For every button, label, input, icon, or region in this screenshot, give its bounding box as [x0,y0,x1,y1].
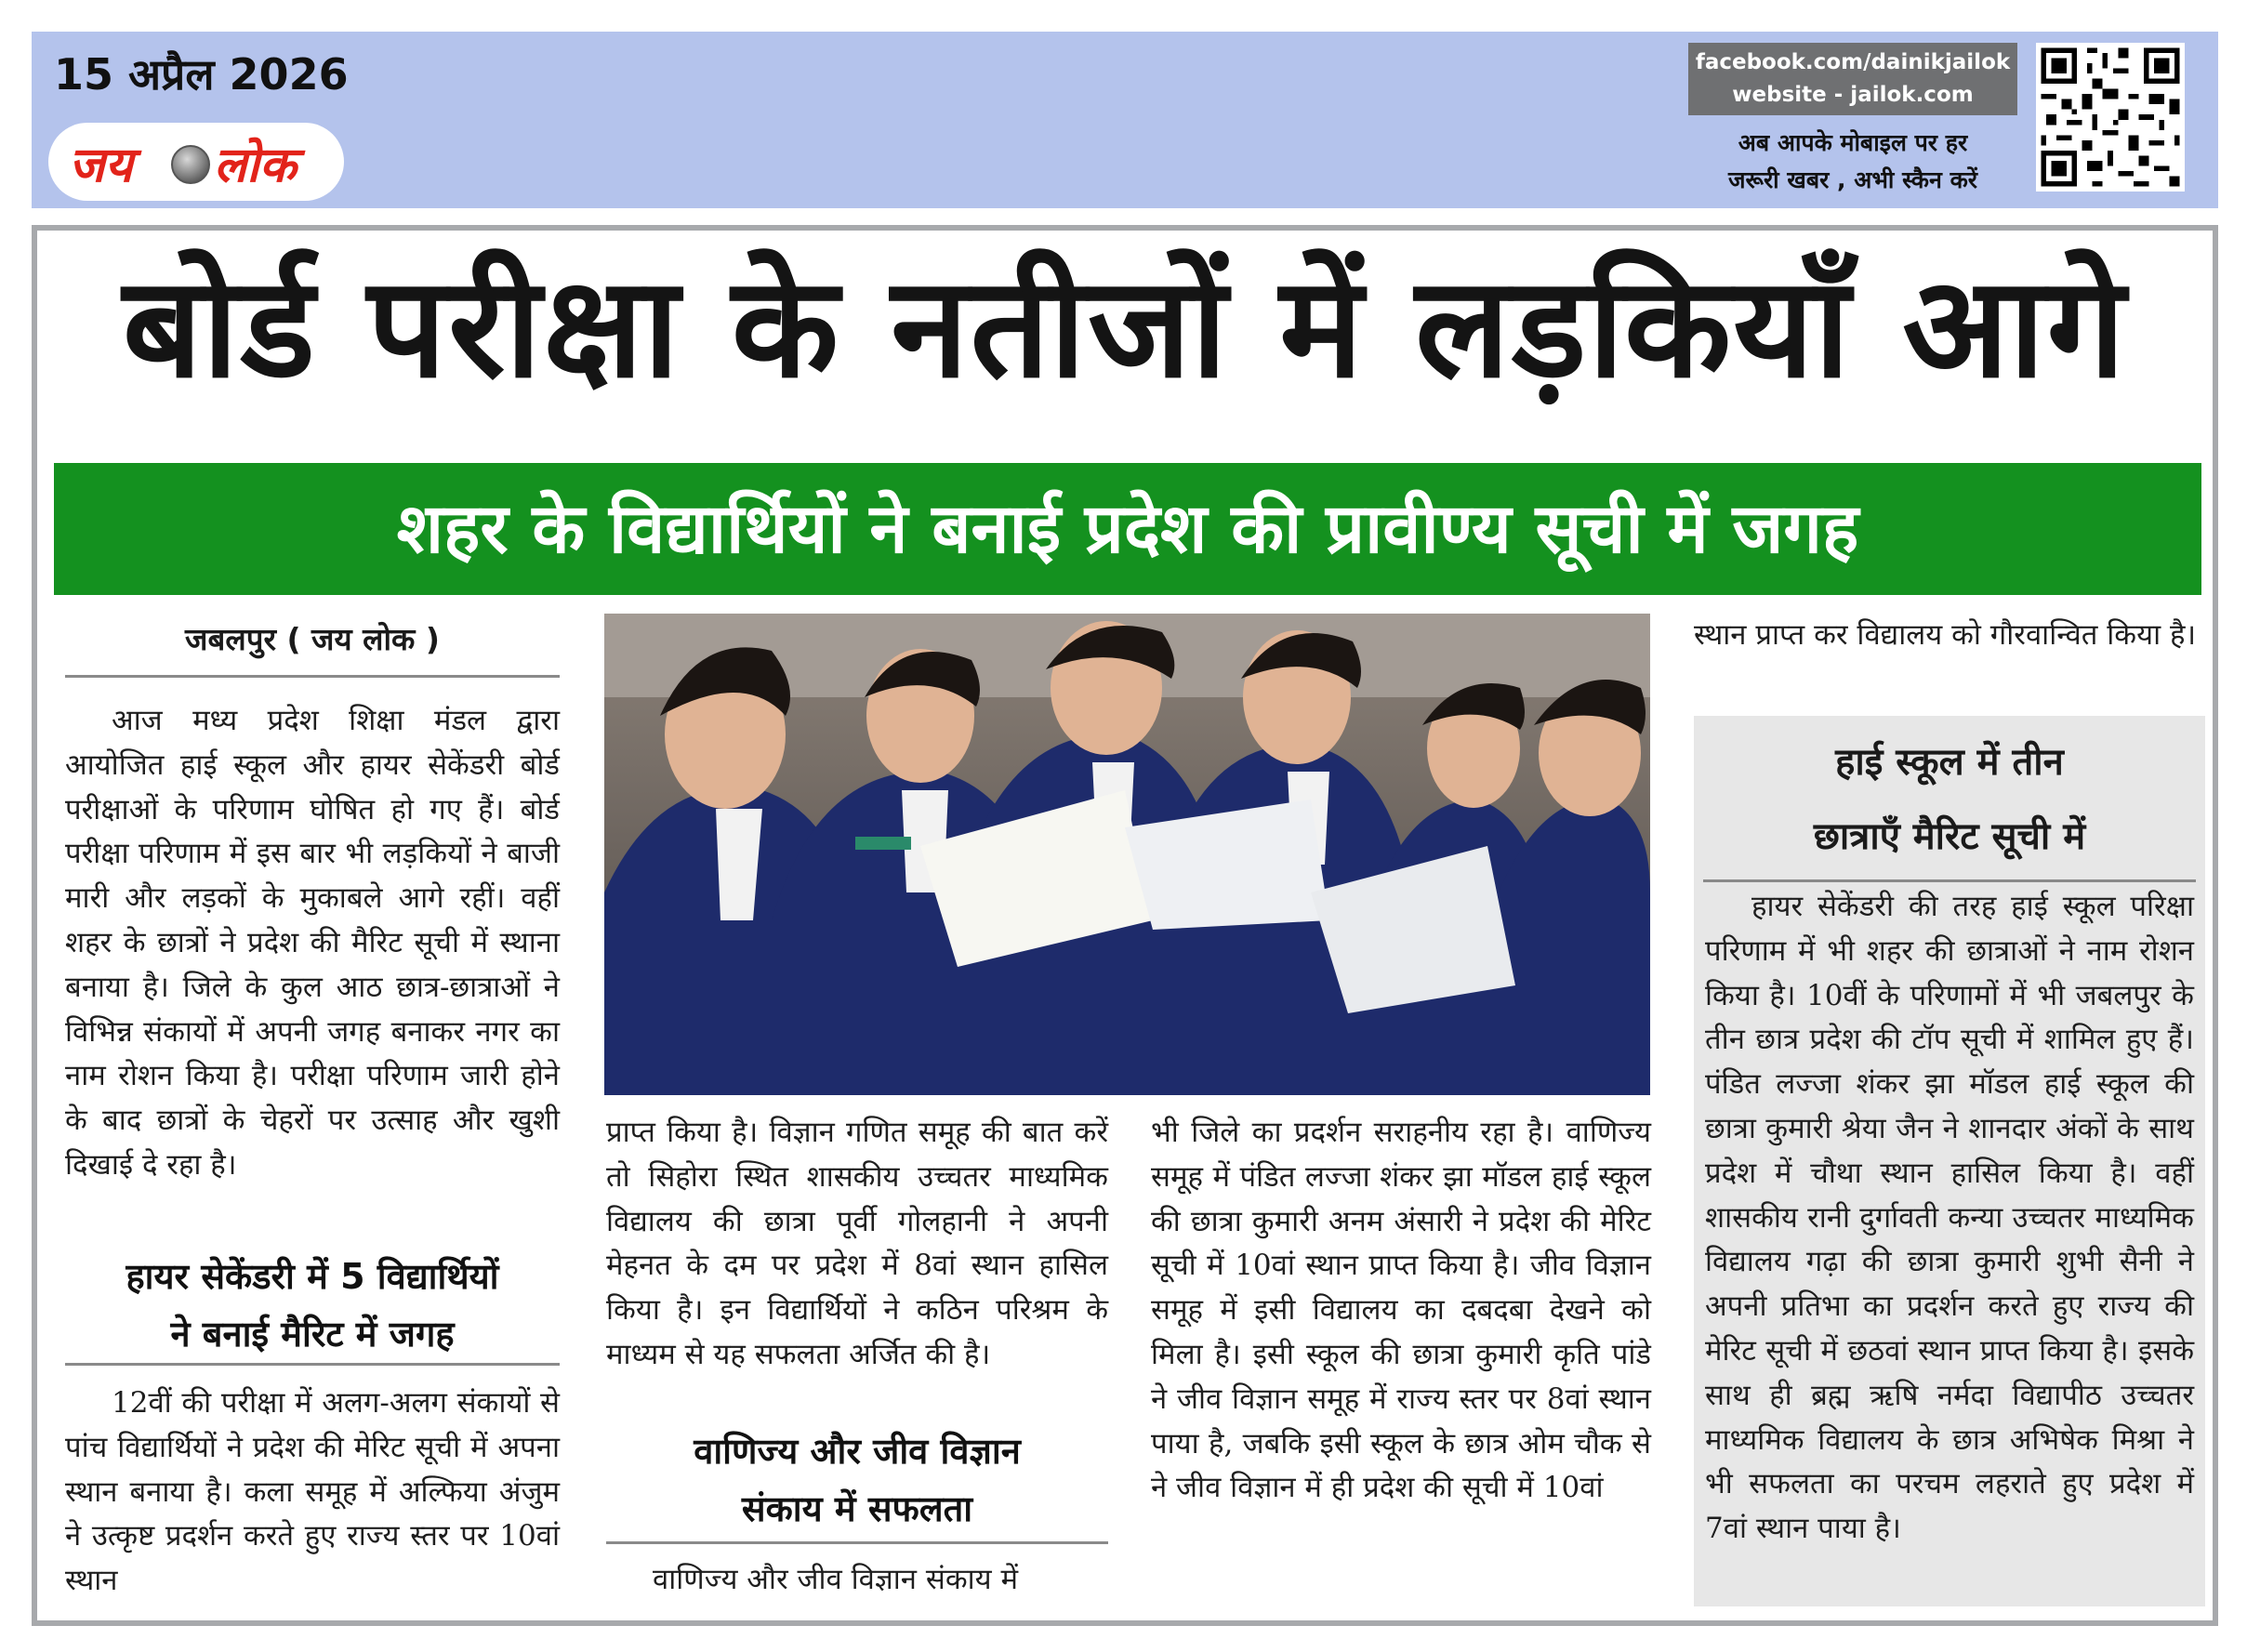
website-link[interactable]: website - jailok.com [1732,83,1974,107]
subhead-higher-secondary [65,1248,560,1366]
paragraph: वाणिज्य और जीव विज्ञान संकाय में [653,1563,1019,1596]
column-2-bottom [606,1558,1108,1603]
paragraph: आज मध्य प्रदेश शिक्षा मंडल द्वारा आयोजित हाई स्कूल और हायर सेकेंडरी बोर्ड परीक्षाओं के परिणाम घोषित हो गए हैं। बोर्ड परीक्षा परिणाम में इस बार भी लड़कियों ने बाजी मारी और लड़कों के मुकाबले आगे रहीं। वहीं शहर के छात्रों ने प्रदेश की मैरिट सूची में स्थाना बनाया है। जिले के कुल आठ छात्र-छात्राओं ने विभिन्न संकायों में अपनी जगह बनाकर नगर का नाम रोशन किया है। परीक्षा परिणाम जारी होने के बाद छात्रों के चेहरों पर उत्साह और खुशी दिखाई दे रहा है। [65,704,560,1182]
jailok-logo[interactable] [48,123,344,201]
paragraph: हायर सेकेंडरी की तरह हाई स्कूल परिक्षा परिणाम में भी शहर की छात्राओं ने नाम रोशन किया है। 10वीं के परिणामों में भी जबलपुर के तीन छात्र प्रदेश की टॉप सूची में शामिल हुए हैं। पंडित लज्जा शंकर झा मॉडल हाई स्कूल की छात्रा कुमारी श्रेया जैन ने शानदार अंकों के साथ प्रदेश में चौथा स्थान हासिल किया है। वहीं शासकीय रानी दुर्गावती कन्या उच्चतर माध्यमिक विद्यालय गढ़ा की छात्रा कुमारी शुभी सैनी ने अपनी प्रतिभा का प्रदर्शन करते हुए राज्य की मेरिट सूची में छठवां स्थान प्राप्त किया है। इसके साथ ही ब्रह्म ऋषि नर्मदा विद्यापीठ उच्चतर माध्यमिक विद्यालय के छात्र अभिषेक मिश्रा ने भी सफलता का परचम लहराते हुए प्रदेश में 7वां स्थान पाया है। [1705,890,2194,1546]
facebook-link[interactable]: facebook.com/dainikjailok [1695,50,2011,74]
scan-message [1688,125,2017,199]
box-body [1705,885,2194,1552]
column-3 [1151,1111,1651,1511]
column-4-top [1694,614,2205,658]
byline: जबलपुर ( जय लोक ) [65,617,560,678]
logo-text-right: लोक [214,138,297,193]
qr-code-icon[interactable] [2036,43,2185,192]
column-2-top [606,1111,1108,1378]
box-headline [1703,725,2196,882]
edition-date: 15 अप्रैल 2026 [54,49,349,99]
box-headline-line: हाई स्कूल में तीन [1835,741,2064,784]
column-1-intro [65,699,560,1188]
paragraph: स्थान प्राप्त कर विद्यालय को गौरवान्वित किया है। [1694,618,2197,652]
subhead-line: वाणिज्य और जीव विज्ञान [694,1431,1021,1472]
paragraph: भी जिले का प्रदर्शन सराहनीय रहा है। वाणिज्य समूह में पंडित लज्जा शंकर झा मॉडल हाई स्कूल की छात्रा कुमारी अनम अंसारी ने प्रदेश की मेरिट सूची में 10वां स्थान प्राप्त किया है। जीव विज्ञान समूह में इसी विद्यालय का दबदबा देखने को मिला है। इसी स्कूल की छात्रा कुमारी कृति पांडे ने जीव विज्ञान समूह में राज्य स्तर पर 8वां स्थान पाया है, जबकि इसी स्कूल के छात्र ओम चौक से ने जीव विज्ञान में ही प्रदेश की सूची में 10वां [1151,1116,1651,1505]
scan-line-1: अब आपके मोबाइल पर हर [1738,129,1968,156]
column-1-body [65,1381,560,1604]
paragraph: 12वीं की परीक्षा में अलग-अलग संकायों से पांच विद्यार्थियों ने प्रदेश की मेरिट सूची में अपना स्थान बनाया है। कला समूह में अल्फिया अंजुम ने उत्कृष्ट प्रदर्शन करते हुए राज्य स्तर पर 10वां स्थान [65,1386,560,1598]
subhead-line: ने बनाई मैरिट में जगह [170,1314,455,1355]
main-headline: बोर्ड परीक्षा के नतीजों में लड़कियाँ आगे [122,247,2128,409]
scan-line-2: जरूरी खबर , अभी स्कैन करें [1727,166,1978,193]
sidebar-box-high-school [1694,716,2205,1606]
box-headline-line: छात्राएँ मैरिट सूची में [1813,815,2086,858]
paragraph: प्राप्त किया है। विज्ञान गणित समूह की बात करें तो सिहोरा स्थित शासकीय उच्चतर माध्यमिक विद्यालय की छात्रा पूर्वी गोलहानी ने अपनी मेहनत के दम पर प्रदेश में 8वां स्थान हासिल किया है। इन विद्यार्थियों ने कठिन परिश्रम के माध्यम से यह सफलता अर्जित की है। [606,1116,1108,1371]
social-links-box [1688,43,2017,115]
logo-text-left: जय [69,138,133,193]
sub-headline-bar: शहर के विद्यार्थियों ने बनाई प्रदेश की प्रावीण्य सूची में जगह [54,463,2201,595]
subhead-line: संकाय में सफलता [741,1488,973,1529]
globe-icon [171,145,210,184]
subhead-commerce-biology [606,1422,1108,1544]
subhead-line: हायर सेकेंडरी में 5 विद्यार्थियों [126,1256,499,1297]
news-photo-students [604,614,1650,1095]
masthead [32,32,2218,208]
